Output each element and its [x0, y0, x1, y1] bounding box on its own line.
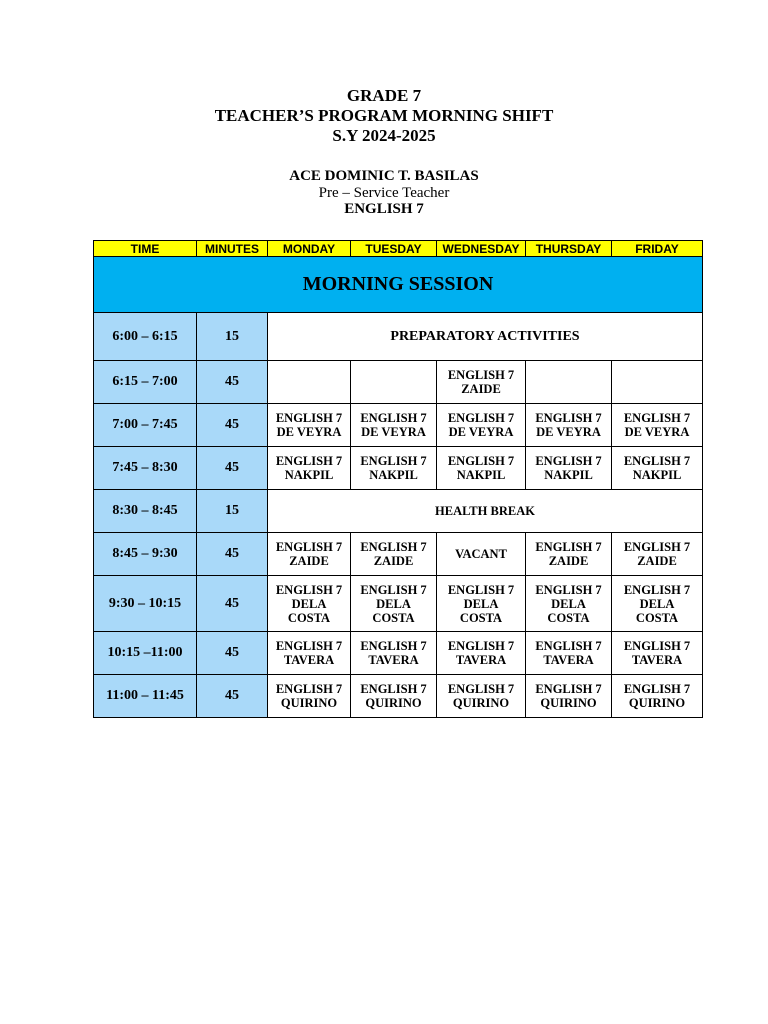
class-cell: [268, 361, 351, 404]
health-break-cell: HEALTH BREAK: [268, 490, 703, 533]
class-cell: VACANT: [437, 533, 526, 576]
table-row: [94, 404, 703, 447]
class-cell: ENGLISH 7 QUIRINO: [351, 675, 437, 718]
class-cell: ENGLISH 7 QUIRINO: [268, 675, 351, 718]
class-cell: ENGLISH 7 ZAIDE: [437, 361, 526, 404]
class-cell: ENGLISH 7 DELA COSTA: [612, 576, 703, 632]
school-year: S.Y 2024-2025: [332, 126, 436, 145]
class-cell: ENGLISH 7 NAKPIL: [268, 447, 351, 490]
class-cell: ENGLISH 7 NAKPIL: [526, 447, 612, 490]
teacher-role: Pre – Service Teacher: [318, 185, 450, 201]
class-cell: [612, 361, 703, 404]
program-title: TEACHER’S PROGRAM MORNING SHIFT: [214, 106, 554, 125]
class-cell: ENGLISH 7 TAVERA: [268, 632, 351, 675]
header-thursday: THURSDAY: [526, 241, 612, 257]
grade-title: GRADE 7: [346, 86, 422, 105]
class-cell: ENGLISH 7 ZAIDE: [351, 533, 437, 576]
teacher-info: [0, 168, 768, 218]
minutes-cell: 45: [197, 533, 268, 576]
time-cell: 6:00 – 6:15: [94, 313, 197, 361]
minutes-cell: 15: [197, 313, 268, 361]
minutes-cell: 45: [197, 675, 268, 718]
table-row: [94, 361, 703, 404]
table-row: [94, 533, 703, 576]
class-cell: ENGLISH 7 DELA COSTA: [437, 576, 526, 632]
header-tuesday: TUESDAY: [351, 241, 437, 257]
class-cell: ENGLISH 7 QUIRINO: [526, 675, 612, 718]
class-cell: ENGLISH 7 NAKPIL: [437, 447, 526, 490]
minutes-cell: 45: [197, 632, 268, 675]
time-cell: 7:45 – 8:30: [94, 447, 197, 490]
minutes-cell: 45: [197, 576, 268, 632]
minutes-cell: 45: [197, 361, 268, 404]
class-cell: [526, 361, 612, 404]
header-monday: MONDAY: [268, 241, 351, 257]
class-cell: ENGLISH 7 DE VEYRA: [526, 404, 612, 447]
time-cell: 7:00 – 7:45: [94, 404, 197, 447]
minutes-cell: 45: [197, 404, 268, 447]
teacher-name: ACE DOMINIC T. BASILAS: [289, 168, 479, 184]
table-row: [94, 632, 703, 675]
class-cell: ENGLISH 7 DELA COSTA: [526, 576, 612, 632]
header-wednesday: WEDNESDAY: [437, 241, 526, 257]
time-cell: 9:30 – 10:15: [94, 576, 197, 632]
minutes-cell: 15: [197, 490, 268, 533]
class-cell: ENGLISH 7 TAVERA: [526, 632, 612, 675]
document-header: [0, 86, 768, 218]
table-row: [94, 313, 703, 361]
time-cell: 8:30 – 8:45: [94, 490, 197, 533]
class-cell: ENGLISH 7 QUIRINO: [437, 675, 526, 718]
preparatory-activities-cell: PREPARATORY ACTIVITIES: [268, 313, 703, 361]
class-cell: ENGLISH 7 TAVERA: [612, 632, 703, 675]
class-cell: ENGLISH 7 TAVERA: [437, 632, 526, 675]
class-cell: ENGLISH 7 NAKPIL: [351, 447, 437, 490]
class-cell: ENGLISH 7 DE VEYRA: [612, 404, 703, 447]
table-row: [94, 447, 703, 490]
time-cell: 11:00 – 11:45: [94, 675, 197, 718]
class-cell: ENGLISH 7 ZAIDE: [612, 533, 703, 576]
class-cell: [351, 361, 437, 404]
table-row: [94, 576, 703, 632]
header-row: [94, 241, 703, 257]
class-cell: ENGLISH 7 ZAIDE: [268, 533, 351, 576]
class-cell: ENGLISH 7 DE VEYRA: [437, 404, 526, 447]
header-friday: FRIDAY: [612, 241, 703, 257]
table-row: [94, 490, 703, 533]
class-cell: ENGLISH 7 DE VEYRA: [351, 404, 437, 447]
time-cell: 8:45 – 9:30: [94, 533, 197, 576]
minutes-cell: 45: [197, 447, 268, 490]
class-cell: ENGLISH 7 DE VEYRA: [268, 404, 351, 447]
class-cell: ENGLISH 7 DELA COSTA: [268, 576, 351, 632]
table-row: [94, 675, 703, 718]
class-cell: ENGLISH 7 NAKPIL: [612, 447, 703, 490]
teacher-subject: ENGLISH 7: [344, 201, 424, 217]
session-row: [94, 257, 703, 313]
header-minutes: MINUTES: [197, 241, 268, 257]
class-cell: ENGLISH 7 ZAIDE: [526, 533, 612, 576]
time-cell: 10:15 –11:00: [94, 632, 197, 675]
schedule-table: [93, 240, 703, 718]
class-cell: ENGLISH 7 QUIRINO: [612, 675, 703, 718]
time-cell: 6:15 – 7:00: [94, 361, 197, 404]
morning-session-banner: MORNING SESSION: [94, 257, 703, 313]
header-time: TIME: [94, 241, 197, 257]
class-cell: ENGLISH 7 TAVERA: [351, 632, 437, 675]
class-cell: ENGLISH 7 DELA COSTA: [351, 576, 437, 632]
